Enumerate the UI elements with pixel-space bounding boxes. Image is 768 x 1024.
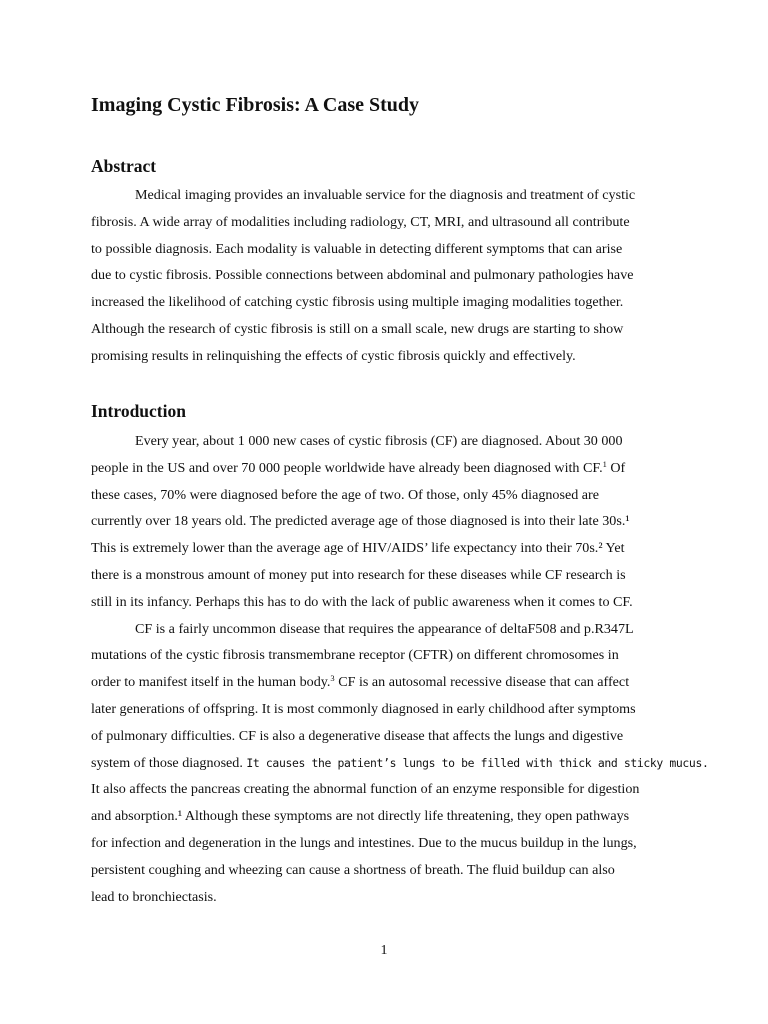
intro-line: Every year, about 1 000 new cases of cystic fibrosis (CF) are diagnosed. About 30 000 bbox=[135, 433, 623, 449]
intro-line: CF is a fairly uncommon disease that requires the appearance of deltaF508 and p.R347L bbox=[135, 620, 634, 637]
intro-line: This is extremely lower than the average age of HIV/AIDS’ life expectancy into their 70s.² Yet bbox=[91, 540, 625, 557]
intro-line: of pulmonary difficulties. CF is also a degenerative disease that affects the lungs and digestive bbox=[91, 727, 624, 744]
abstract-line: fibrosis. A wide array of modalities including radiology, CT, MRI, and ultrasound all contribute bbox=[91, 213, 630, 230]
intro-line: It also affects the pancreas creating the abnormal function of an enzyme responsible for digestion bbox=[91, 781, 640, 798]
intro-line: for infection and degeneration in the lungs and intestines. Due to the mucus buildup in the lungs, bbox=[91, 834, 637, 851]
page-number: 1 bbox=[380, 943, 388, 958]
intro-line-text: people in the US and over 70 000 people worldwide have already been diagnosed with CF. bbox=[91, 459, 603, 476]
introduction-body bbox=[91, 428, 709, 910]
footnote-ref-1: 1 bbox=[602, 458, 607, 469]
intro-line-alt-font-text: It causes the patient’s lungs to be filled with thick and sticky mucus. bbox=[246, 755, 709, 770]
intro-line-text: CF is an autosomal recessive disease that can affect bbox=[334, 674, 630, 691]
intro-line: lead to bronchiectasis. bbox=[91, 888, 217, 905]
intro-line bbox=[91, 669, 691, 696]
abstract-line: due to cystic fibrosis. Possible connections between abdominal and pulmonary pathologies have bbox=[91, 267, 634, 284]
intro-line: these cases, 70% were diagnosed before the age of two. Of those, only 45% diagnosed are bbox=[91, 486, 599, 503]
intro-line: mutations of the cystic fibrosis transmembrane receptor (CFTR) on different chromosomes in bbox=[91, 647, 619, 664]
intro-line bbox=[91, 455, 691, 482]
footnote-ref-3: 3 bbox=[330, 673, 335, 684]
introduction-heading: Introduction bbox=[91, 401, 186, 421]
abstract-line: Medical imaging provides an invaluable service for the diagnosis and treatment of cystic bbox=[135, 187, 636, 203]
intro-line: later generations of offspring. It is most commonly diagnosed in early childhood after symptoms bbox=[91, 700, 636, 717]
abstract-line: promising results in relinquishing the effects of cystic fibrosis quickly and effectively. bbox=[91, 347, 576, 364]
intro-line-text: Of bbox=[606, 459, 626, 476]
intro-line: still in its infancy. Perhaps this has to do with the lack of public awareness when it comes to CF. bbox=[91, 593, 633, 610]
abstract-paragraph bbox=[91, 182, 691, 370]
abstract-heading: Abstract bbox=[91, 156, 157, 176]
abstract-line: increased the likelihood of catching cystic fibrosis using multiple imaging modalities together. bbox=[91, 294, 624, 311]
introduction-paragraph-2 bbox=[91, 616, 709, 911]
abstract-line: to possible diagnosis. Each modality is valuable in detecting different symptoms that can arise bbox=[91, 240, 623, 257]
intro-line bbox=[91, 750, 709, 777]
intro-line: currently over 18 years old. The predicted average age of those diagnosed is into their late 30s.¹ bbox=[91, 513, 630, 530]
introduction-paragraph-1 bbox=[91, 428, 691, 616]
document-title: Imaging Cystic Fibrosis: A Case Study bbox=[91, 94, 420, 116]
intro-line: there is a monstrous amount of money put into research for these diseases while CF research is bbox=[91, 566, 626, 583]
intro-line: and absorption.¹ Although these symptoms are not directly life threatening, they open pathways bbox=[91, 808, 630, 825]
intro-line-text: order to manifest itself in the human body. bbox=[91, 674, 331, 691]
intro-line-text: system of those diagnosed. bbox=[91, 754, 247, 771]
abstract-line: Although the research of cystic fibrosis is still on a small scale, new drugs are starting to show bbox=[91, 320, 624, 337]
intro-line: persistent coughing and wheezing can cause a shortness of breath. The fluid buildup can also bbox=[91, 861, 615, 878]
